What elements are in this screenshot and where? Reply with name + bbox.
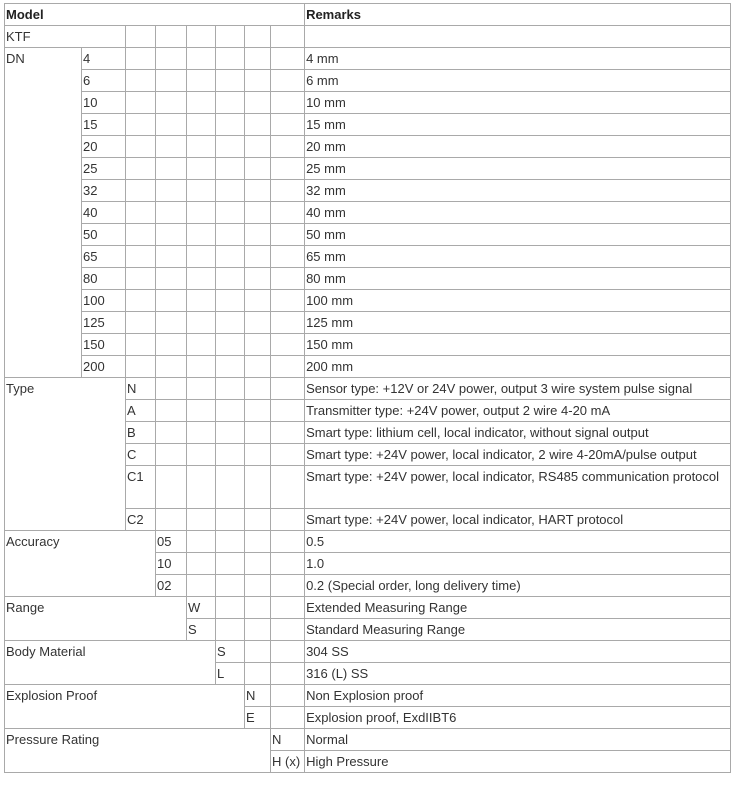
dn-label: DN <box>5 48 82 378</box>
table-row <box>5 92 731 114</box>
explosion-proof-label: Explosion Proof <box>5 685 245 729</box>
accuracy-remark: 0.5 <box>305 531 731 553</box>
body-material-remark: 304 SS <box>305 641 731 663</box>
dn-code: 65 <box>82 246 126 268</box>
range-remark: Standard Measuring Range <box>305 619 731 641</box>
type-remark: Smart type: +24V power, local indicator, RS485 communication protocol <box>305 466 731 509</box>
table-row <box>5 641 731 663</box>
dn-code: 20 <box>82 136 126 158</box>
body-material-remark: 316 (L) SS <box>305 663 731 685</box>
accuracy-remark: 1.0 <box>305 553 731 575</box>
accuracy-code: 10 <box>156 553 187 575</box>
accuracy-code: 05 <box>156 531 187 553</box>
type-remark: Transmitter type: +24V power, output 2 wire 4-20 mA <box>305 400 731 422</box>
table-row <box>5 136 731 158</box>
dn-remark: 125 mm <box>305 312 731 334</box>
table-row <box>5 378 731 400</box>
type-remark: Smart type: +24V power, local indicator, HART protocol <box>305 509 731 531</box>
table-row <box>5 334 731 356</box>
dn-code: 50 <box>82 224 126 246</box>
dn-code: 200 <box>82 356 126 378</box>
table-row <box>5 70 731 92</box>
range-label: Range <box>5 597 187 641</box>
table-row <box>5 48 731 70</box>
ktf-row <box>5 26 731 48</box>
dn-remark: 10 mm <box>305 92 731 114</box>
accuracy-label: Accuracy <box>5 531 156 597</box>
type-code: C <box>126 444 156 466</box>
table-row <box>5 180 731 202</box>
type-code: A <box>126 400 156 422</box>
dn-code: 125 <box>82 312 126 334</box>
type-code: B <box>126 422 156 444</box>
table-row <box>5 224 731 246</box>
dn-remark: 25 mm <box>305 158 731 180</box>
dn-remark: 200 mm <box>305 356 731 378</box>
type-code: C1 <box>126 466 156 509</box>
range-code: W <box>187 597 216 619</box>
dn-code: 10 <box>82 92 126 114</box>
table-row <box>5 268 731 290</box>
accuracy-remark: 0.2 (Special order, long delivery time) <box>305 575 731 597</box>
pressure-rating-label: Pressure Rating <box>5 729 271 773</box>
table-header-row <box>5 4 731 26</box>
model-selection-table <box>4 3 731 773</box>
dn-remark: 100 mm <box>305 290 731 312</box>
dn-code: 6 <box>82 70 126 92</box>
pressure-rating-remark: Normal <box>305 729 731 751</box>
explosion-proof-code: N <box>245 685 271 707</box>
table-row <box>5 114 731 136</box>
table-row <box>5 158 731 180</box>
pressure-rating-code: H (x) <box>271 751 305 773</box>
dn-remark: 80 mm <box>305 268 731 290</box>
type-code: N <box>126 378 156 400</box>
dn-code: 15 <box>82 114 126 136</box>
table-row <box>5 246 731 268</box>
dn-code: 100 <box>82 290 126 312</box>
ktf-label: KTF <box>5 26 126 48</box>
dn-code: 40 <box>82 202 126 224</box>
type-remark: Smart type: lithium cell, local indicator, without signal output <box>305 422 731 444</box>
table-row <box>5 597 731 619</box>
dn-remark: 20 mm <box>305 136 731 158</box>
body-material-code: S <box>216 641 245 663</box>
model-header: Model <box>5 4 305 26</box>
dn-remark: 50 mm <box>305 224 731 246</box>
dn-remark: 32 mm <box>305 180 731 202</box>
table-row <box>5 290 731 312</box>
table-row <box>5 531 731 553</box>
dn-remark: 150 mm <box>305 334 731 356</box>
table-row <box>5 202 731 224</box>
dn-code: 25 <box>82 158 126 180</box>
dn-code: 150 <box>82 334 126 356</box>
type-code: C2 <box>126 509 156 531</box>
dn-code: 32 <box>82 180 126 202</box>
pressure-rating-code: N <box>271 729 305 751</box>
dn-code: 80 <box>82 268 126 290</box>
dn-remark: 40 mm <box>305 202 731 224</box>
explosion-proof-remark: Explosion proof, ExdIIBT6 <box>305 707 731 729</box>
dn-remark: 15 mm <box>305 114 731 136</box>
pressure-rating-remark: High Pressure <box>305 751 731 773</box>
type-remark: Smart type: +24V power, local indicator, 2 wire 4-20mA/pulse output <box>305 444 731 466</box>
dn-code: 4 <box>82 48 126 70</box>
table-row <box>5 312 731 334</box>
range-remark: Extended Measuring Range <box>305 597 731 619</box>
body-material-code: L <box>216 663 245 685</box>
table-row <box>5 356 731 378</box>
dn-remark: 65 mm <box>305 246 731 268</box>
type-label: Type <box>5 378 126 531</box>
dn-remark: 6 mm <box>305 70 731 92</box>
dn-remark: 4 mm <box>305 48 731 70</box>
table-row <box>5 685 731 707</box>
accuracy-code: 02 <box>156 575 187 597</box>
type-remark: Sensor type: +12V or 24V power, output 3 wire system pulse signal <box>305 378 731 400</box>
explosion-proof-code: E <box>245 707 271 729</box>
table-row <box>5 729 731 751</box>
remarks-header: Remarks <box>305 4 731 26</box>
range-code: S <box>187 619 216 641</box>
body-material-label: Body Material <box>5 641 216 685</box>
explosion-proof-remark: Non Explosion proof <box>305 685 731 707</box>
